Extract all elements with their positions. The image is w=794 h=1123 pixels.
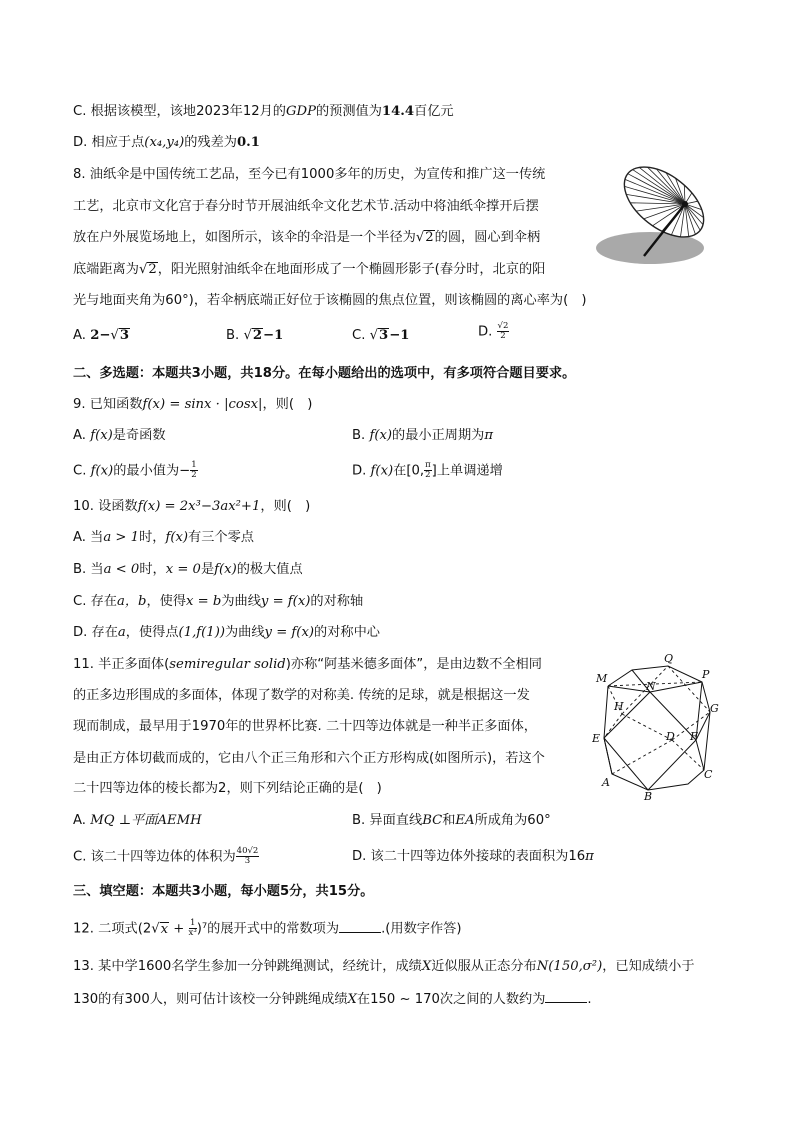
q13-answer-blank[interactable] (545, 990, 587, 1003)
q9-option-b: B. f(x)的最小正周期为π (352, 428, 494, 443)
q11-option-c: C. 该二十四等边体的体积为 $\frac{40√2}{3}$ (73, 846, 259, 866)
q11-option-d: D. 该二十四等边体外接球的表面积为16π (352, 849, 594, 864)
q10-option-b: B. 当a < 0时，x = 0是f(x)的极大值点 (73, 562, 303, 577)
q10-option-d: D. 存在a，使得点(1,f(1))为曲线y = f(x)的对称中心 (73, 625, 380, 640)
vertex-label-e: E (592, 732, 601, 745)
q8-option-b: B. √2−1 (226, 328, 284, 343)
q11-stem-line1: 11. 半正多面体(semiregular solid)亦称“阿基米德多面体”，是由边数不全相同 (73, 657, 542, 672)
q8-stem-line3: 放在户外展览场地上，如图所示，该伞的伞沿是一个半径为√2的圆，圆心到伞柄 (73, 230, 541, 245)
q8-stem-line4: 底端距离为√2，阳光照射油纸伞在地面形成了一个椭圆形影子(春分时，北京的阳 (73, 262, 546, 277)
vertex-label-p: P (702, 668, 710, 681)
vertex-label-a: A (602, 776, 610, 789)
twenty-four-equilateral-polyhedron-figure (592, 652, 732, 800)
q7-option-c: C. 根据该模型，该地2023年12月的GDP的预测值为14.4百亿元 (73, 104, 454, 119)
q10-option-a: A. 当a > 1时，f(x)有三个零点 (73, 530, 254, 545)
q8-stem-line2: 工艺，北京市文化宫于春分时节开展油纸伞文化艺术节.活动中将油纸伞撑开后摆 (73, 199, 539, 214)
q11-stem-line2: 的正多边形围成的多面体，体现了数学的对称美. 传统的足球，就是根据这一发 (73, 688, 530, 703)
q8-stem-line5: 光与地面夹角为60°)，若伞柄底端正好位于该椭圆的焦点位置，则该椭圆的离心率为( ) (73, 293, 587, 308)
q8-option-a: A. 2−√3 (73, 328, 130, 343)
q13-stem-line2: 130的有300人，则可估计该校一分钟跳绳成绩X在150 ~ 170次之间的人数约为 . (73, 992, 592, 1007)
q9-stem: 9. 已知函数f(x) = sinx · |cosx|，则( ) (73, 397, 313, 412)
q13-stem-line1: 13. 某中学1600名学生参加一分钟跳绳测试，经统计，成绩X近似服从正态分布N(150,σ²)，已知成绩小于 (73, 959, 695, 974)
vertex-label-d: D (666, 730, 675, 743)
vertex-label-c: C (704, 768, 713, 781)
q10-option-c: C. 存在a，b，使得x = b为曲线y = f(x)的对称轴 (73, 594, 364, 609)
section2-title: 二、多选题：本题共3小题，共18分。在每小题给出的选项中，有多项符合题目要求。 (73, 366, 576, 381)
q11-stem-line4: 是由正方体切截而成的，它由八个正三角形和六个正方形构成(如图所示)，若这个 (73, 751, 545, 766)
vertex-label-m: M (596, 672, 608, 685)
q11-stem-line3: 现而制成，最早用于1970年的世界杯比赛. 二十四等边体就是一种半正多面体， (73, 719, 537, 734)
umbrella-hub (682, 201, 688, 207)
q12-stem: 12. 二项式(2√x + $\frac{1}{\text{x³}}$ )⁷的展开式中的常数项为 .(用数字作答) (73, 918, 462, 938)
polyhedron-vertex-labels (592, 652, 719, 800)
q11-option-b: B. 异面直线BC和EA所成角为60° (352, 813, 551, 828)
vertex-label-f: F (690, 730, 698, 743)
vertex-label-b: B (644, 790, 653, 800)
q10-stem: 10. 设函数f(x) = 2x³−3ax²+1，则( ) (73, 499, 311, 514)
q8-stem-line1: 8. 油纸伞是中国传统工艺品，至今已有1000多年的历史，为宣传和推广这一传统 (73, 167, 546, 182)
q9-option-d: D. f(x)在[0, $\frac{\pi}{2}$ ]上单调递增 (352, 460, 503, 480)
vertex-label-g: G (710, 702, 719, 715)
q8-option-c: C. √3−1 (352, 328, 410, 343)
polyhedron-hidden-edges (604, 666, 710, 774)
q11-option-a: A. MQ ⊥平面AEMH (73, 813, 202, 828)
q7-option-d: D. 相应于点(x₄,y₄)的残差为0.1 (73, 135, 260, 150)
vertex-label-h: H (614, 700, 624, 713)
q9-option-a: A. f(x)是奇函数 (73, 428, 166, 443)
q9-option-c: C. f(x)的最小值为− $\frac{1}{2}$ (73, 460, 197, 480)
polyhedron-solid-edges (604, 666, 710, 790)
section3-title: 三、填空题：本题共3小题，每小题5分，共15分。 (73, 884, 374, 899)
q12-answer-blank[interactable] (339, 920, 381, 933)
q8-option-d: D. $\frac{√2}{2}$ (478, 321, 509, 341)
vertex-label-q: Q (664, 652, 674, 665)
oil-paper-umbrella-illustration (592, 162, 722, 272)
vertex-label-n: N (646, 680, 656, 693)
q11-stem-line5: 二十四等边体的棱长都为2，则下列结论正确的是( ) (73, 781, 382, 796)
